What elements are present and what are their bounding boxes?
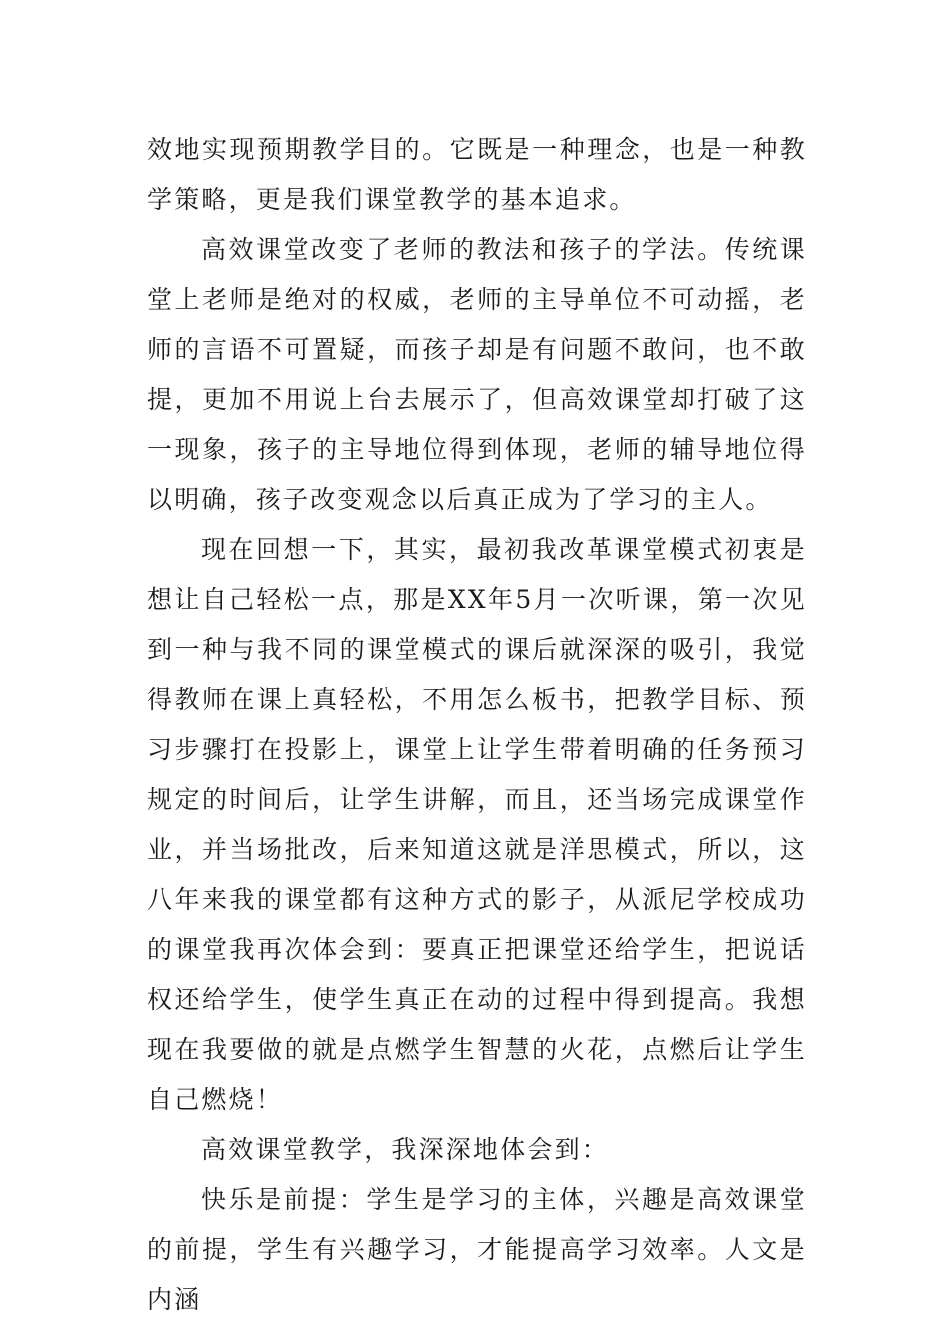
paragraph-4: 高效课堂教学，我深深地体会到： xyxy=(201,1135,610,1164)
paragraph-3: 现在回想一下，其实，最初我改革课堂模式初衷是想让自己轻松一点，那是XX年5月一次听课，第一次见到一种与我不同的课堂模式的课后就深深的吸引，我觉得教师在课上真轻松，不用怎么板书，把教学目标、预习步骤打在投影上，课堂上让学生带着明确的任务预习规定的时间后，让学生讲解，而且，还当场完成课堂作业，并当场批改，后来知道这就是洋思模式，所以，这八年来我的课堂都有这种方式的影子，从派尼学校成功的课堂我再次体会到：要真正把课堂还给学生，把说话权还给学生，使学生真正在动的过程中得到提高。我想现在我要做的就是点燃学生智慧的火花，点燃后让学生自己燃烧！ xyxy=(147,535,807,1114)
document-body xyxy=(147,125,807,1325)
paragraph-5: 快乐是前提：学生是学习的主体，兴趣是高效课堂的前提，学生有兴趣学习，才能提高学习效率。人文是内涵 xyxy=(147,1185,807,1314)
paragraph-2: 高效课堂改变了老师的教法和孩子的学法。传统课堂上老师是绝对的权威，老师的主导单位不可动摇，老师的言语不可置疑，而孩子却是有问题不敢问，也不敢提，更加不用说上台去展示了，但高效课堂却打破了这一现象，孩子的主导地位得到体现，老师的辅导地位得以明确，孩子改变观念以后真正成为了学习的主人。 xyxy=(147,235,807,514)
paragraph-1: 效地实现预期教学目的。它既是一种理念，也是一种教学策略，更是我们课堂教学的基本追求。 xyxy=(147,135,807,214)
